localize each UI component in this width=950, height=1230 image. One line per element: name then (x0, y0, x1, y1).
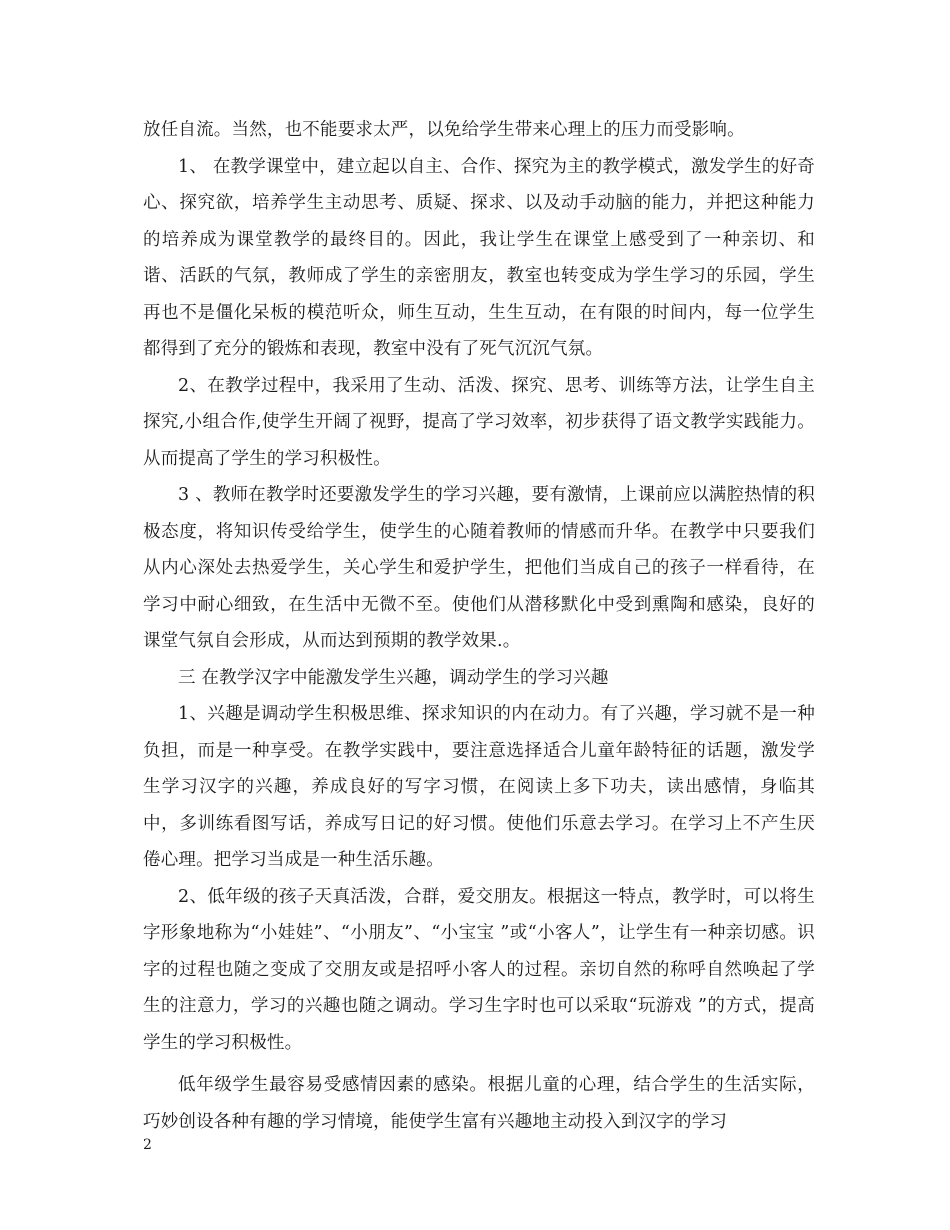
paragraph-point-3: 3 、教师在教学时还要激发学生的学习兴趣，要有激情，上课前应以满腔热情的积极态度，将知识传受给学生，使学生的心随着教师的情感而升华。在教学中只要我们从内心深处去热爱学生，关心学生和爱护学生，把他们当成自己的孩子一样看待，在学习中耐心细致，在生活中无微不至。使他们从潜移默化中受到熏陶和感染，良好的课堂气氛自会形成，从而达到预期的教学效果.。 (143, 485, 815, 651)
page-number: 2 (143, 1137, 152, 1153)
paragraph-point-1: 1、 在教学课堂中，建立起以自主、合作、探究为主的教学模式，激发学生的好奇心、探究欲，培养学生主动思考、质疑、探求、以及动手动脑的能力，并把这种能力的培养成为课堂教学的最终目的。因此，我让学生在课堂上感受到了一种亲切、和谐、活跃的气氛，教师成了学生的亲密朋友，教室也转变成为学生学习的乐园，学生再也不是僵化呆板的模范听众，师生互动，生生互动，在有限的时间内，每一位学生都得到了充分的锻炼和表现，教室中没有了死气沉沉气氛。 (143, 156, 815, 359)
paragraph-interest-1: 1、兴趣是调动学生积极思维、探求知识的内在动力。有了兴趣，学习就不是一种负担，而是一种享受。在教学实践中，要注意选择适合儿童年龄特征的话题，激发学生学习汉字的兴趣，养成良好的写字习惯，在阅读上多下功夫，读出感情，身临其中，多训练看图写话，养成写日记的好习惯。使他们乐意去学习。在学习上不产生厌倦心理。把学习当成是一种生活乐趣。 (143, 704, 815, 870)
paragraph-emotion: 低年级学生最容易受感情因素的感染。根据儿童的心理，结合学生的生活实际，巧妙创设各种有趣的学习情境，能使学生富有兴趣地主动投入到汉字的学习 (143, 1075, 815, 1132)
paragraph-point-2: 2、在教学过程中，我采用了生动、活泼、探究、思考、训练等方法，让学生自主探究,小组合作,使学生开阔了视野，提高了学习效率，初步获得了语文教学实践能力。从而提高了学生的学习积极性。 (143, 375, 815, 469)
section-heading-3: 三 在教学汉字中能激发学生兴趣，调动学生的学习兴趣 (178, 667, 609, 688)
paragraph-interest-2: 2、低年级的孩子天真活泼，合群，爱交朋友。根据这一特点，教学时，可以将生字形象地称为“小娃娃”、“小朋友”、“小宝宝 ”或“小客人”，让学生有一种亲切感。识字的过程也随之变成了交朋友或是招呼小客人的过程。亲切自然的称呼自然唤起了学生的注意力，学习的兴趣也随之调动。学习生字时也可以采取“玩游戏 ”的方式，提高学生的学习积极性。 (143, 886, 815, 1053)
document-body (143, 112, 815, 1140)
paragraph-continuation: 放任自流。当然，也不能要求太严，以免给学生带来心理上的压力而受影响。 (143, 120, 745, 140)
